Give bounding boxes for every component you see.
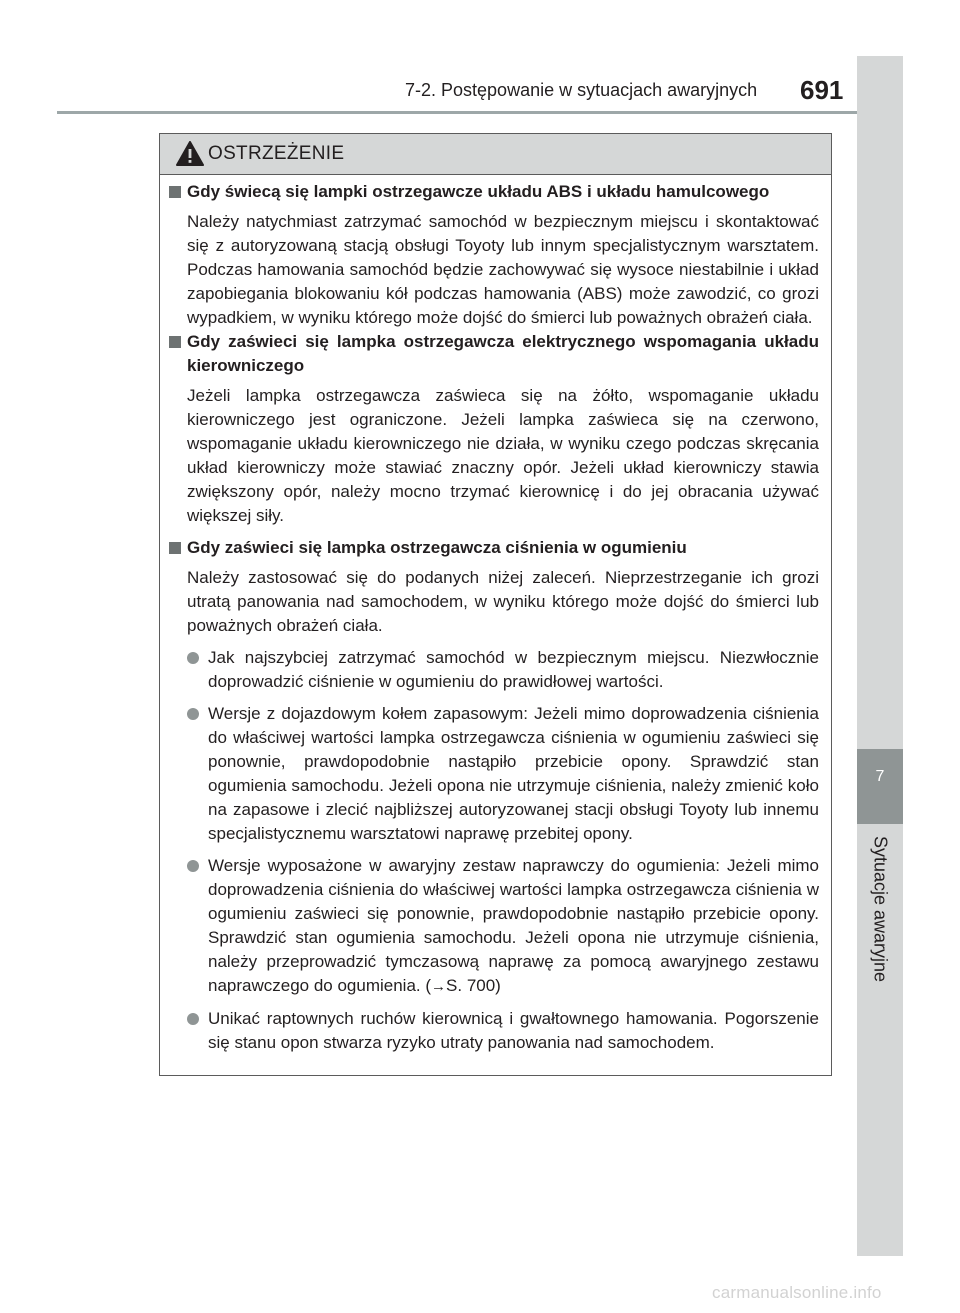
section-heading: Gdy zaświeci się lampka ostrzegawcza ciśnienia w ogumieniu — [169, 536, 819, 560]
round-bullet-icon — [187, 652, 199, 664]
section-heading: Gdy świecą się lampki ostrzegawcze układu ABS i układu hamulcowego — [169, 180, 819, 204]
section-heading: Gdy zaświeci się lampka ostrzegawcza elektrycznego wspomagania układu kierowniczego — [169, 330, 819, 378]
watermark: carmanualsonline.info — [712, 1283, 882, 1302]
warning-box — [159, 133, 832, 1076]
section-text: Jeżeli lampka ostrzegawcza zaświeca się na żółto, wspomaganie układu kierowniczego jest ograniczone. Jeżeli lampka zaświeca się na czerwono, wspomaganie układu kierowniczego nie działa, w wyniku czego podczas skręcania układ kierowniczy może stawiać znaczny opór. Jeżeli układ kierowniczy stawia zwiększony opór, należy mocno trzymać kierownicę i do jej obracania używać większej siły. — [187, 386, 819, 525]
square-bullet-icon — [169, 336, 181, 348]
warning-content — [169, 180, 819, 1055]
side-tab-chapter-marker — [857, 749, 903, 824]
section-text: Należy zastosować się do podanych niżej zaleceń. Nieprzestrzeganie ich grozi utratą panowania nad samochodem, w wyniku którego może dojść do śmierci lub poważnych obrażeń ciała. — [187, 568, 819, 635]
list-item: Unikać raptownych ruchów kierownicą i gwałtownego hamowania. Pogorszenie się stanu opon stwarza ryzyko utraty panowania nad samochodem. — [169, 1007, 819, 1055]
list-item: Wersje z dojazdowym kołem zapasowym: Jeżeli mimo doprowadzenia ciśnienia do właściwej wartości lampka ostrzegawcza ciśnienia w ogumieniu zaświeci się ponownie, prawdopodobnie nastąpiło przebicie opony. Sprawdzić stan ogumienia samochodu. Jeżeli opona nie utrzymuje ciśnienia, należy zmienić koło na zapasowe i zlecić najbliższej autoryzowanej stacji obsługi Toyoty lub innemu specjalistycznemu warsztatowi naprawę przebitej opony. — [169, 702, 819, 846]
page-number: 691 — [800, 75, 844, 105]
chapter-number: 7 — [875, 768, 885, 785]
list-item: Wersje wyposażone w awaryjny zestaw naprawczy do ogumienia: Jeżeli mimo doprowadzenia ciśnienia do właściwej wartości lampka ostrzegawcza ciśnienia w ogumieniu zaświeci się ponownie, prawdopodobnie nastąpiło przebicie opony. Sprawdzić stan ogumienia samochodu. Jeżeli opona nie utrzymuje ciśnienia, należy przeprowadzić tymczasową naprawę za pomocą awaryjnego zestawu naprawczego do ogumienia. (→S. 700) — [169, 854, 819, 999]
square-bullet-icon — [169, 542, 181, 554]
section-text: Należy natychmiast zatrzymać samochód w bezpiecznym miejscu i skontaktować się z autoryzowaną stacją obsługi Toyoty lub innym specjalistycznym warsztatem. Podczas hamowania samochód będzie zachowywać się wysoce niestabilnie i układ zapobiegania blokowaniu kół podczas hamowania (ABS) może zawodzić, co grozi wypadkiem, w wyniku którego może dojść do śmierci lub poważnych obrażeń ciała. — [187, 212, 819, 327]
arrow-icon: → — [431, 978, 447, 995]
list-item: Jak najszybciej zatrzymać samochód w bezpiecznym miejscu. Niezwłocznie doprowadzić ciśnienie w ogumieniu do prawidłowej wartości. — [169, 646, 819, 694]
warning-triangle-icon — [176, 141, 204, 166]
warning-title: OSTRZEŻENIE — [208, 143, 345, 164]
round-bullet-icon — [187, 1013, 199, 1025]
round-bullet-icon — [187, 860, 199, 872]
chapter-label: Sytuacje awaryjne — [870, 835, 891, 983]
warning-header — [160, 134, 831, 175]
side-tab — [857, 56, 903, 1256]
square-bullet-icon — [169, 186, 181, 198]
header-rule — [57, 111, 876, 114]
page-reference-link[interactable]: S. 700) — [446, 976, 501, 995]
round-bullet-icon — [187, 708, 199, 720]
section-title: 7-2. Postępowanie w sytuacjach awaryjnych — [405, 80, 758, 100]
